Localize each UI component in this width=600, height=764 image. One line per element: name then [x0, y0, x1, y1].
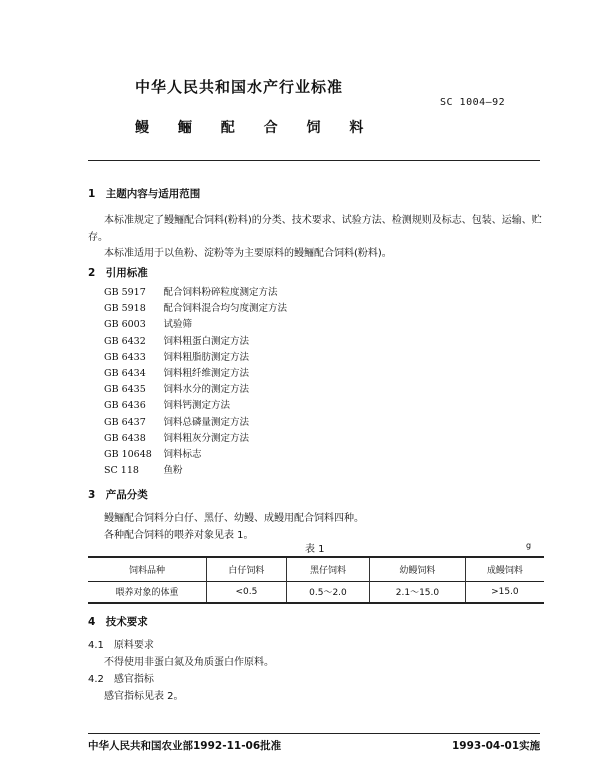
table-cell: <0.5 [207, 581, 287, 603]
reference-title: 饲料钙测定方法 [163, 400, 231, 412]
reference-title: 配合饲料粉碎粒度测定方法 [163, 287, 278, 298]
table-1-unit: g [526, 541, 532, 550]
reference-title: 饲料总磷量测定方法 [163, 416, 250, 428]
reference-code: GB 6433 [104, 351, 146, 363]
section-4-1-text: 不得使用非蛋白氮及角质蛋白作原料。 [104, 657, 274, 668]
section-4-heading: 4 技术要求 [88, 616, 148, 628]
table-header-cell: 黑仔饲料 [286, 557, 369, 581]
reference-item [104, 349, 287, 365]
reference-title: 饲料粗灰分测定方法 [163, 432, 250, 444]
reference-item [104, 397, 287, 413]
table-cell: 喂养对象的体重 [115, 588, 179, 599]
reference-item [104, 414, 287, 430]
reference-item [104, 381, 287, 397]
section-2-heading: 2 引用标准 [88, 267, 148, 279]
header-divider [88, 160, 540, 161]
reference-code: GB 6434 [104, 367, 146, 379]
section-1-para-1-cont: 存。 [88, 232, 108, 243]
reference-title: 饲料标志 [163, 448, 202, 460]
reference-code: SC 118 [104, 465, 139, 477]
table-header-cell: 成鳗饲料 [465, 557, 544, 581]
reference-title: 饲料粗脂肪测定方法 [163, 351, 250, 363]
issue-info: 中华人民共和国农业部1992-11-06批准 [88, 740, 282, 752]
table-header-row [88, 557, 544, 581]
section-4-1-heading: 4.1 原料要求 [88, 640, 154, 651]
reference-title: 饲料粗蛋白测定方法 [163, 335, 250, 347]
reference-code: GB 6438 [104, 432, 146, 444]
section-4-2-text: 感官指标见表 2。 [104, 691, 184, 702]
standard-title: 中华人民共和国水产行业标准 [135, 78, 344, 96]
table-cell: 0.5～2.0 [286, 581, 369, 603]
table-row [88, 581, 544, 603]
section-3-para-2: 各种配合饲料的喂养对象见表 1。 [104, 530, 254, 541]
effective-date: 1993-04-01实施 [452, 740, 541, 752]
section-3-heading: 3 产品分类 [88, 489, 148, 501]
section-4-2-heading: 4.2 感官指标 [88, 674, 154, 685]
reference-item [104, 430, 287, 446]
reference-item [104, 446, 287, 462]
reference-code: GB 6435 [104, 384, 146, 396]
section-3-para-1: 鳗鲡配合饲料分白仔、黑仔、幼鳗、成鳗用配合饲料四种。 [104, 513, 364, 524]
reference-item [104, 462, 287, 478]
reference-item [104, 333, 287, 349]
reference-title: 配合饲料混合均匀度测定方法 [163, 303, 288, 315]
reference-code: GB 6436 [104, 400, 146, 412]
reference-code: GB 10648 [104, 448, 152, 460]
reference-code: GB 6432 [104, 335, 146, 347]
section-1-para-2: 本标准适用于以鱼粉、淀粉等为主要原料的鳗鲡配合饲料(粉料)。 [104, 248, 392, 259]
table-header-cell: 白仔饲料 [207, 557, 287, 581]
reference-code: GB 5918 [104, 303, 146, 315]
reference-item [104, 365, 287, 381]
section-1-para-1: 本标准规定了鳗鲡配合饲料(粉料)的分类、技术要求、试验方法、检测规则及标志、包装、运输、贮 [104, 215, 542, 226]
reference-title: 饲料水分的测定方法 [163, 384, 250, 396]
table-header-cell: 幼鳗饲料 [370, 557, 466, 581]
reference-code: GB 6003 [104, 319, 146, 331]
table-1-caption: 表 1 [305, 544, 325, 555]
table-1 [88, 556, 544, 604]
reference-title: 饲料粗纤维测定方法 [163, 367, 250, 379]
reference-title: 鱼粉 [163, 465, 183, 477]
reference-item [104, 316, 287, 332]
table-cell: 2.1～15.0 [370, 581, 466, 603]
footer-divider [88, 733, 540, 734]
section-1-heading: 1 主题内容与适用范围 [88, 188, 201, 200]
standard-code: SC 1004—92 [440, 97, 506, 108]
table-header-cell: 饲料品种 [128, 565, 165, 576]
reference-item [104, 284, 287, 300]
reference-code: GB 6437 [104, 416, 146, 428]
reference-list [104, 284, 287, 478]
document-title: 鳗 鲡 配 合 饲 料 [135, 120, 365, 136]
reference-item [104, 300, 287, 316]
table-cell: >15.0 [465, 581, 544, 603]
reference-title: 试验筛 [163, 319, 193, 331]
reference-code: GB 5917 [104, 287, 146, 298]
